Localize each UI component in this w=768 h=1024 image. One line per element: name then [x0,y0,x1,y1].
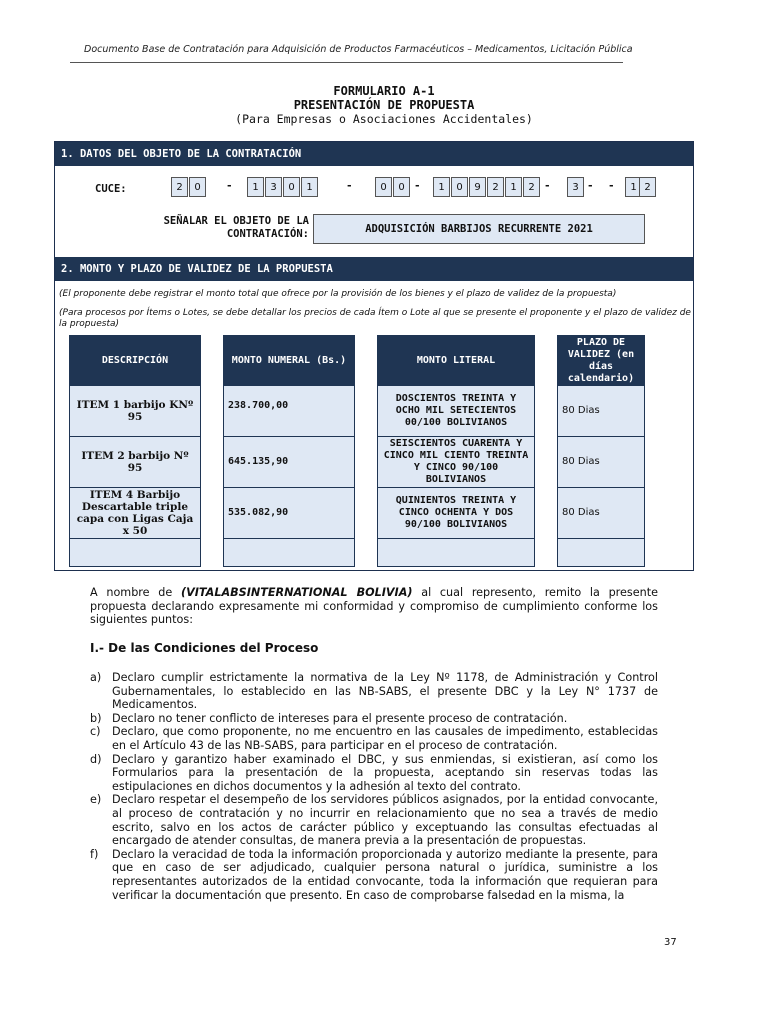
cuce-digit-box[interactable]: 1 [433,177,450,197]
cuce-label: CUCE: [95,183,127,195]
row-4-monto-literal[interactable] [377,539,535,567]
condition-item [90,671,658,712]
condition-item [90,725,658,752]
row-4-plazo[interactable] [557,539,645,567]
cuce-digit-box[interactable]: 0 [393,177,410,197]
row-4-descripcion[interactable] [69,539,201,567]
form-scope: (Para Empresas o Asociaciones Accidentales) [235,112,533,126]
row-1-monto-numeral[interactable]: 238.700,00 [223,386,355,437]
cuce-digit-box[interactable]: 0 [375,177,392,197]
row-3-monto-literal[interactable]: QUINIENTOS TREINTA Y CINCO OCHENTA Y DOS 90/100 BOLIVIANOS [377,488,535,539]
cuce-digit-box[interactable]: 1 [625,177,642,197]
row-3-monto-numeral[interactable]: 535.082,90 [223,488,355,539]
object-label-line1: SEÑALAR EL OBJETO DE LA [163,215,309,227]
header-monto-literal: MONTO LITERAL [377,335,535,386]
form-title-block [0,84,768,126]
cuce-separator: - [415,179,420,192]
condition-item [90,712,658,726]
condition-letter: b) [90,711,102,725]
cuce-digit-box[interactable]: 1 [505,177,522,197]
condition-text: Declaro, que como proponente, no me encuentro en las causales de impedimento, establecidas en el Artículo 43 de las NB-SABS, para participar en el proceso de contratación. [112,725,658,752]
section-2-heading: 2. MONTO Y PLAZO DE VALIDEZ DE LA PROPUESTA [55,257,693,281]
condition-text: Declaro cumplir estrictamente la normativa de la Ley Nº 1178, de Administración y Control Gubernamentales, lo establecido en las NB-SABS, el presente DBC y la Ley N° 1737 de Medicamentos. [112,671,658,712]
row-2-monto-literal[interactable]: SEISCIENTOS CUARENTA Y CINCO MIL CIENTO TREINTA Y CINCO 90/100 BOLIVIANOS [377,437,535,488]
condition-letter: f) [90,847,99,861]
condition-letter: c) [90,725,101,739]
cuce-digit-box[interactable]: 2 [639,177,656,197]
section-1-heading: 1. DATOS DEL OBJETO DE LA CONTRATACIÓN [55,142,693,166]
row-1-descripcion[interactable]: ITEM 1 barbijo KNº 95 [69,386,201,437]
row-1-monto-literal[interactable]: DOSCIENTOS TREINTA Y OCHO MIL SETECIENTOS 00/100 BOLIVIANOS [377,386,535,437]
row-2-monto-numeral[interactable]: 645.135,90 [223,437,355,488]
conditions-list [90,671,658,902]
row-3-plazo[interactable]: 80 Dias [557,488,645,539]
cuce-separator: - [609,179,614,192]
cuce-separator: - [227,179,232,192]
object-label [145,215,309,241]
condition-letter: a) [90,671,102,684]
header-rule [70,62,623,63]
column-plazo-validez [557,335,645,567]
intro-before: A nombre de [90,586,181,599]
header-monto-numeral: MONTO NUMERAL (Bs.) [223,335,355,386]
page-number: 37 [664,937,677,948]
header-plazo-validez: PLAZO DE VALIDEZ (en días calendario) [557,335,645,386]
condition-item [90,793,658,847]
proposal-form [54,141,694,571]
condition-text: Declaro respetar el desempeño de los servidores públicos asignados, por la entidad convocante, al proceso de contratación y no incurrir en relacionamiento que no sea a través de medio escrito, salvo en los actos de carácter público y exceptuando las consultas efectuadas al encargado de atender consultas, de manera previa a la presentación de propuestas. [112,793,658,848]
cuce-digit-box[interactable]: 9 [469,177,486,197]
company-name: (VITALABSINTERNATIONAL BOLIVIA) [180,586,413,599]
object-value-field[interactable]: ADQUISICIÓN BARBIJOS RECURRENTE 2021 [313,214,645,244]
object-label-line2: CONTRATACIÓN: [226,228,309,240]
form-subtitle: PRESENTACIÓN DE PROPUESTA [293,98,475,112]
cuce-separator: - [347,179,352,192]
condition-text: Declaro la veracidad de toda la información proporcionada y autorizo mediante la presente, para que en caso de ser adjudicado, cualquier persona natural o jurídica, suministre a los representantes autorizados de la entidad convocante, toda la información que requieran para verificar la documentación que presento. En caso de comprobarse falsedad en la misma, la [112,847,658,902]
row-4-monto-numeral[interactable] [223,539,355,567]
condition-item [90,753,658,794]
row-3-descripcion[interactable]: ITEM 4 Barbijo Descartable triple capa con Ligas Caja x 50 [69,488,201,539]
cuce-digit-box[interactable]: 2 [523,177,540,197]
cuce-digit-box[interactable]: 0 [283,177,300,197]
condition-item [90,848,658,902]
column-monto-numeral [223,335,355,567]
form-title: FORMULARIO A-1 [333,84,435,98]
cuce-digit-box[interactable]: 1 [301,177,318,197]
section-2-note-1: (El proponente debe registrar el monto total que ofrece por la provisión de los bienes y el plazo de validez de la propuesta) [59,289,617,299]
column-descripcion [69,335,201,567]
condition-text: Declaro no tener conflicto de intereses para el presente proceso de contratación. [112,711,568,725]
cuce-digit-box[interactable]: 0 [451,177,468,197]
row-1-plazo[interactable]: 80 Dias [557,386,645,437]
row-2-descripcion[interactable]: ITEM 2 barbijo Nº 95 [69,437,201,488]
cuce-digit-box[interactable]: 2 [487,177,504,197]
condition-text: Declaro y garantizo haber examinado el DBC, y sus enmiendas, si existieran, así como los Formularios para la presentación de la propuesta, aceptando sin reservas todas las estipulaciones en dichos documentos y la adhesión al texto del contrato. [112,752,658,793]
cuce-digit-box[interactable]: 2 [171,177,188,197]
cuce-separator: - [588,179,593,192]
condition-letter: d) [90,752,102,766]
section-2-note-2: (Para procesos por Ítems o Lotes, se debe detallar los precios de cada Ítem o Lote al que se presente el proponente y el plazo de validez de la propuesta) [59,308,691,329]
column-monto-literal [377,335,535,567]
cuce-digit-box[interactable]: 3 [265,177,282,197]
cuce-digit-box[interactable]: 0 [189,177,206,197]
cuce-separator: - [545,179,550,192]
row-2-plazo[interactable]: 80 Dias [557,437,645,488]
conditions-heading: I.- De las Condiciones del Proceso [90,641,319,655]
condition-letter: e) [90,793,102,807]
running-header: Documento Base de Contratación para Adquisición de Productos Farmacéuticos – Medicamentos, Licitación Pública [84,44,633,55]
intro-paragraph [90,586,658,627]
intro-after: al cual represento, remito la presente propuesta declarando expresamente mi conformidad y compromiso de cumplimiento conforme los siguientes puntos: [90,586,658,627]
cuce-digit-box[interactable]: 1 [247,177,264,197]
header-descripcion: DESCRIPCIÓN [69,335,201,386]
cuce-digit-box[interactable]: 3 [567,177,584,197]
